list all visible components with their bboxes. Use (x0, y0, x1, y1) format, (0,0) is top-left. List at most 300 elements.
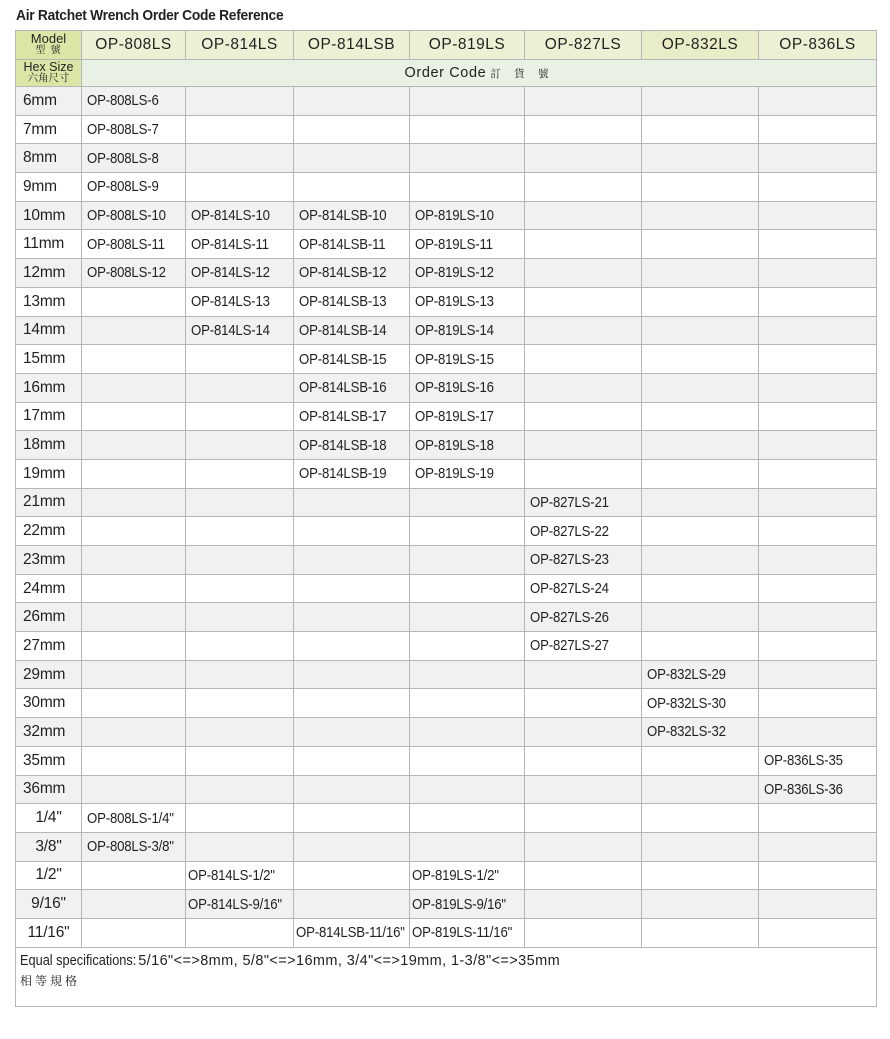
order-code-cell (759, 546, 877, 575)
order-code-cell (186, 689, 294, 718)
order-code-cell (525, 718, 642, 747)
order-code-text: OP-827LS-24 (530, 580, 609, 598)
hex-size-cell: 3/8" (16, 832, 82, 861)
order-code-text: OP-827LS-26 (530, 608, 609, 626)
order-code-cell (410, 488, 525, 517)
order-code-cell (294, 574, 410, 603)
table-row (16, 201, 877, 230)
order-code-cell (642, 373, 759, 402)
hex-size-cell: 27mm (16, 632, 82, 661)
order-code-cell (642, 201, 759, 230)
order-code-cell (82, 775, 186, 804)
order-code-cell (525, 689, 642, 718)
order-code-cell (82, 115, 186, 144)
order-code-cell (642, 173, 759, 202)
order-code-cell (525, 115, 642, 144)
table-row (16, 431, 877, 460)
hex-size-cell: 22mm (16, 517, 82, 546)
table-row (16, 861, 877, 890)
model-header-op-814ls: OP-814LS (186, 31, 294, 60)
order-code-cell (525, 287, 642, 316)
order-code-cell (525, 459, 642, 488)
table-row (16, 689, 877, 718)
order-code-cell (525, 230, 642, 259)
order-code-cell (82, 459, 186, 488)
hex-size-cell: 29mm (16, 660, 82, 689)
hex-size-cell: 19mm (16, 459, 82, 488)
order-code-text: OP-819LS-19 (415, 465, 494, 483)
order-code-text: OP-808LS-12 (87, 264, 166, 282)
order-code-text: OP-814LS-11 (191, 235, 269, 253)
hex-size-cell: 18mm (16, 431, 82, 460)
model-header-op-832ls: OP-832LS (642, 31, 759, 60)
footnote-row (16, 947, 877, 1006)
order-code-text: OP-827LS-21 (530, 493, 609, 511)
order-code-cell (294, 431, 410, 460)
order-code-cell (525, 890, 642, 919)
order-code-text: OP-832LS-32 (647, 723, 726, 741)
order-code-text: OP-819LS-11 (415, 235, 493, 253)
table-row (16, 345, 877, 374)
order-code-cell (759, 287, 877, 316)
order-code-cell (525, 488, 642, 517)
order-code-cell (186, 402, 294, 431)
hex-size-cell: 35mm (16, 746, 82, 775)
order-code-cell (410, 517, 525, 546)
model-header-op-836ls: OP-836LS (759, 31, 877, 60)
order-code-cell (410, 660, 525, 689)
order-code-cell (186, 144, 294, 173)
order-code-cell (642, 804, 759, 833)
hex-size-cell: 23mm (16, 546, 82, 575)
model-label: Model (30, 31, 67, 46)
order-code-text: OP-814LSB-13 (299, 293, 387, 311)
order-code-cell (759, 144, 877, 173)
table-row (16, 632, 877, 661)
hex-size-cell: 26mm (16, 603, 82, 632)
table-row (16, 115, 877, 144)
order-code-cell (82, 689, 186, 718)
order-code-cell (410, 259, 525, 288)
order-code-cell (759, 201, 877, 230)
order-code-cell (294, 746, 410, 775)
order-code-cell (642, 115, 759, 144)
hex-size-label: Hex Size (23, 60, 74, 74)
order-code-cell (759, 918, 877, 947)
order-code-text: OP-808LS-3/8" (87, 838, 174, 856)
table-row (16, 287, 877, 316)
order-code-text: OP-827LS-27 (530, 637, 609, 655)
order-code-cell (759, 890, 877, 919)
order-code-cell (82, 603, 186, 632)
order-code-cell (294, 689, 410, 718)
order-code-cell (294, 115, 410, 144)
hex-size-cell: 32mm (16, 718, 82, 747)
order-code-cell (186, 804, 294, 833)
order-code-cell (294, 373, 410, 402)
order-code-cell (525, 345, 642, 374)
footnote-label-zh: 相等規格 (20, 973, 81, 988)
order-code-text: OP-819LS-11/16" (412, 924, 513, 942)
order-code-cell (410, 201, 525, 230)
order-code-text: OP-819LS-13 (415, 293, 494, 311)
hex-size-cell: 36mm (16, 775, 82, 804)
order-code-cell (294, 546, 410, 575)
table-row (16, 804, 877, 833)
order-code-text: OP-827LS-22 (530, 522, 609, 540)
order-code-text: OP-819LS-10 (415, 207, 494, 225)
hex-size-cell: 11mm (16, 230, 82, 259)
order-code-text: OP-814LSB-11 (299, 235, 386, 253)
order-code-cell (759, 488, 877, 517)
order-code-cell (759, 804, 877, 833)
order-code-header (82, 60, 877, 87)
order-code-cell (186, 259, 294, 288)
order-code-cell (186, 890, 294, 919)
order-code-text: OP-832LS-30 (647, 694, 726, 712)
hex-size-cell: 1/2" (16, 861, 82, 890)
order-code-cell (525, 517, 642, 546)
order-code-text: OP-819LS-18 (415, 436, 494, 454)
order-code-cell (642, 144, 759, 173)
order-code-cell (82, 660, 186, 689)
order-code-cell (294, 144, 410, 173)
order-code-cell (410, 832, 525, 861)
order-code-cell (82, 431, 186, 460)
hex-size-cell: 11/16" (16, 918, 82, 947)
order-code-text: OP-814LSB-15 (299, 350, 387, 368)
order-code-cell (525, 804, 642, 833)
order-code-cell (642, 287, 759, 316)
table-row (16, 574, 877, 603)
table-row (16, 517, 877, 546)
order-code-text: OP-819LS-16 (415, 379, 494, 397)
order-code-cell (294, 316, 410, 345)
order-code-cell (82, 718, 186, 747)
order-code-text: OP-808LS-1/4" (87, 809, 174, 827)
table-row (16, 890, 877, 919)
order-code-cell (82, 345, 186, 374)
order-code-cell (410, 804, 525, 833)
order-code-cell (642, 402, 759, 431)
order-code-text: OP-808LS-6 (87, 92, 159, 110)
order-code-cell (759, 718, 877, 747)
table-row (16, 660, 877, 689)
order-code-text: OP-814LSB-17 (299, 407, 387, 425)
order-code-cell (186, 775, 294, 804)
order-code-cell (759, 345, 877, 374)
order-code-cell (82, 316, 186, 345)
footnote-label: Equal specifications: (20, 952, 137, 969)
order-code-cell (82, 890, 186, 919)
order-code-cell (294, 173, 410, 202)
order-code-cell (82, 373, 186, 402)
order-code-cell (410, 546, 525, 575)
order-code-text: OP-814LSB-14 (299, 321, 387, 339)
hex-size-cell: 7mm (16, 115, 82, 144)
order-code-cell (759, 574, 877, 603)
order-code-cell (294, 287, 410, 316)
order-code-cell (294, 775, 410, 804)
hex-size-label-zh: 六角尺寸 (27, 72, 70, 84)
order-code-cell (525, 316, 642, 345)
model-header-row (16, 31, 877, 60)
hex-size-cell: 30mm (16, 689, 82, 718)
order-code-text: OP-814LS-12 (191, 264, 270, 282)
order-code-text: OP-819LS-9/16" (412, 895, 506, 913)
order-code-cell (186, 87, 294, 116)
order-code-text: OP-832LS-29 (647, 666, 726, 684)
order-code-cell (186, 230, 294, 259)
order-code-cell (410, 775, 525, 804)
order-code-cell (759, 431, 877, 460)
order-code-cell (759, 517, 877, 546)
hex-size-cell: 8mm (16, 144, 82, 173)
order-code-cell (525, 832, 642, 861)
order-code-cell (525, 87, 642, 116)
order-code-label: Order Code (404, 65, 487, 81)
order-code-cell (410, 431, 525, 460)
hex-size-cell: 6mm (16, 87, 82, 116)
footnote-values: 5/16"<=>8mm, 5/8"<=>16mm, 3/4"<=>19mm, 1-3/8"<=>35mm (138, 952, 561, 969)
order-code-text: OP-819LS-15 (415, 350, 494, 368)
order-code-cell (186, 431, 294, 460)
order-code-cell (525, 173, 642, 202)
table-row (16, 402, 877, 431)
order-code-text: OP-814LSB-18 (299, 436, 387, 454)
order-code-text: OP-808LS-11 (87, 235, 165, 253)
hex-size-cell: 17mm (16, 402, 82, 431)
hex-size-header-row (16, 60, 877, 87)
hex-size-cell: 1/4" (16, 804, 82, 833)
order-code-cell (186, 546, 294, 575)
order-code-cell (759, 230, 877, 259)
hex-size-cell: 15mm (16, 345, 82, 374)
table-row (16, 918, 877, 947)
order-code-cell (186, 488, 294, 517)
order-code-cell (294, 890, 410, 919)
order-code-cell (759, 459, 877, 488)
order-code-cell (186, 316, 294, 345)
order-code-text: OP-808LS-7 (87, 121, 159, 139)
order-code-cell (525, 603, 642, 632)
order-code-cell (82, 201, 186, 230)
order-code-cell (82, 746, 186, 775)
order-code-cell (186, 517, 294, 546)
order-code-cell (186, 746, 294, 775)
order-code-cell (186, 718, 294, 747)
order-code-cell (82, 144, 186, 173)
order-code-cell (642, 832, 759, 861)
order-code-cell (525, 746, 642, 775)
order-code-text: OP-808LS-8 (87, 149, 159, 167)
order-code-cell (642, 230, 759, 259)
order-code-cell (82, 832, 186, 861)
table-row (16, 746, 877, 775)
hex-size-cell: 12mm (16, 259, 82, 288)
order-code-cell (410, 316, 525, 345)
table-row (16, 173, 877, 202)
order-code-cell (294, 517, 410, 546)
table-row (16, 316, 877, 345)
order-code-cell (186, 115, 294, 144)
order-code-cell (642, 546, 759, 575)
order-code-table (15, 30, 877, 1007)
hex-size-cell: 14mm (16, 316, 82, 345)
order-code-cell (410, 918, 525, 947)
order-code-cell (642, 431, 759, 460)
order-code-cell (410, 287, 525, 316)
order-code-cell (759, 861, 877, 890)
order-code-cell (294, 603, 410, 632)
table-row (16, 373, 877, 402)
order-code-text: OP-814LS-9/16" (188, 895, 282, 913)
order-code-cell (186, 574, 294, 603)
order-code-cell (759, 373, 877, 402)
order-code-cell (186, 832, 294, 861)
order-code-cell (294, 632, 410, 661)
order-code-cell (186, 459, 294, 488)
order-code-cell (525, 574, 642, 603)
model-label-zh: 型 號 (35, 45, 62, 56)
order-code-cell (294, 832, 410, 861)
order-code-cell (642, 718, 759, 747)
order-code-cell (294, 230, 410, 259)
order-code-cell (82, 287, 186, 316)
table-row (16, 718, 877, 747)
order-code-cell (186, 345, 294, 374)
order-code-text: OP-819LS-1/2" (412, 866, 499, 884)
order-code-cell (759, 402, 877, 431)
order-code-cell (759, 775, 877, 804)
order-code-cell (525, 144, 642, 173)
order-code-cell (642, 603, 759, 632)
order-code-cell (186, 861, 294, 890)
order-code-cell (186, 632, 294, 661)
order-code-cell (410, 689, 525, 718)
order-code-cell (410, 144, 525, 173)
order-code-cell (294, 660, 410, 689)
order-code-cell (410, 459, 525, 488)
order-code-cell (642, 517, 759, 546)
order-code-cell (294, 402, 410, 431)
order-code-cell (759, 832, 877, 861)
order-code-cell (82, 804, 186, 833)
order-code-cell (642, 345, 759, 374)
order-code-cell (82, 918, 186, 947)
order-code-cell (186, 660, 294, 689)
order-code-cell (642, 861, 759, 890)
table-row (16, 603, 877, 632)
order-code-text: OP-814LSB-10 (299, 207, 387, 225)
order-code-cell (525, 660, 642, 689)
order-code-cell (82, 546, 186, 575)
order-code-cell (294, 804, 410, 833)
hex-size-cell: 9mm (16, 173, 82, 202)
order-code-cell (294, 259, 410, 288)
order-code-cell (525, 775, 642, 804)
hex-size-cell: 10mm (16, 201, 82, 230)
order-code-cell (186, 373, 294, 402)
order-code-cell (294, 861, 410, 890)
order-code-cell (642, 574, 759, 603)
order-code-cell (642, 259, 759, 288)
order-code-cell (642, 746, 759, 775)
order-code-cell (642, 660, 759, 689)
order-code-text: OP-814LSB-11/16" (296, 924, 405, 942)
order-code-cell (759, 746, 877, 775)
order-code-cell (186, 173, 294, 202)
order-code-text: OP-819LS-12 (415, 264, 494, 282)
order-code-label-zh: 訂 貨 號 (490, 68, 554, 80)
order-code-cell (186, 287, 294, 316)
order-code-cell (642, 918, 759, 947)
order-code-cell (410, 115, 525, 144)
order-code-cell (82, 173, 186, 202)
order-code-text: OP-836LS-36 (764, 780, 843, 798)
order-code-cell (759, 115, 877, 144)
model-header-op-814lsb: OP-814LSB (294, 31, 410, 60)
order-code-cell (759, 87, 877, 116)
order-code-cell (759, 259, 877, 288)
order-code-cell (410, 574, 525, 603)
hex-size-cell: 9/16" (16, 890, 82, 919)
order-code-cell (410, 87, 525, 116)
order-code-text: OP-814LS-14 (191, 321, 270, 339)
order-code-cell (294, 718, 410, 747)
table-row (16, 832, 877, 861)
order-code-cell (759, 689, 877, 718)
hex-size-label-cell (16, 60, 82, 87)
hex-size-cell: 16mm (16, 373, 82, 402)
order-code-cell (642, 689, 759, 718)
order-code-cell (642, 488, 759, 517)
order-code-cell (186, 603, 294, 632)
page-title: Air Ratchet Wrench Order Code Reference (16, 7, 284, 24)
order-code-cell (525, 918, 642, 947)
order-code-cell (525, 201, 642, 230)
order-code-cell (410, 718, 525, 747)
order-code-cell (525, 546, 642, 575)
order-code-cell (294, 87, 410, 116)
order-code-cell (410, 173, 525, 202)
order-code-cell (642, 632, 759, 661)
table-row (16, 259, 877, 288)
order-code-cell (294, 201, 410, 230)
order-code-text: OP-836LS-35 (764, 752, 843, 770)
table-row (16, 459, 877, 488)
order-code-cell (410, 402, 525, 431)
order-code-cell (294, 345, 410, 374)
order-code-cell (525, 431, 642, 460)
model-header-op-827ls: OP-827LS (525, 31, 642, 60)
order-code-text: OP-827LS-23 (530, 551, 609, 569)
order-code-text: OP-819LS-14 (415, 321, 494, 339)
order-code-cell (525, 402, 642, 431)
order-code-cell (82, 230, 186, 259)
order-code-cell (525, 861, 642, 890)
order-code-cell (759, 316, 877, 345)
order-code-cell (82, 259, 186, 288)
order-code-cell (642, 775, 759, 804)
order-code-cell (642, 459, 759, 488)
table-row (16, 87, 877, 116)
table-row (16, 546, 877, 575)
table-row (16, 775, 877, 804)
order-code-cell (294, 459, 410, 488)
order-code-cell (186, 201, 294, 230)
order-code-cell (410, 632, 525, 661)
